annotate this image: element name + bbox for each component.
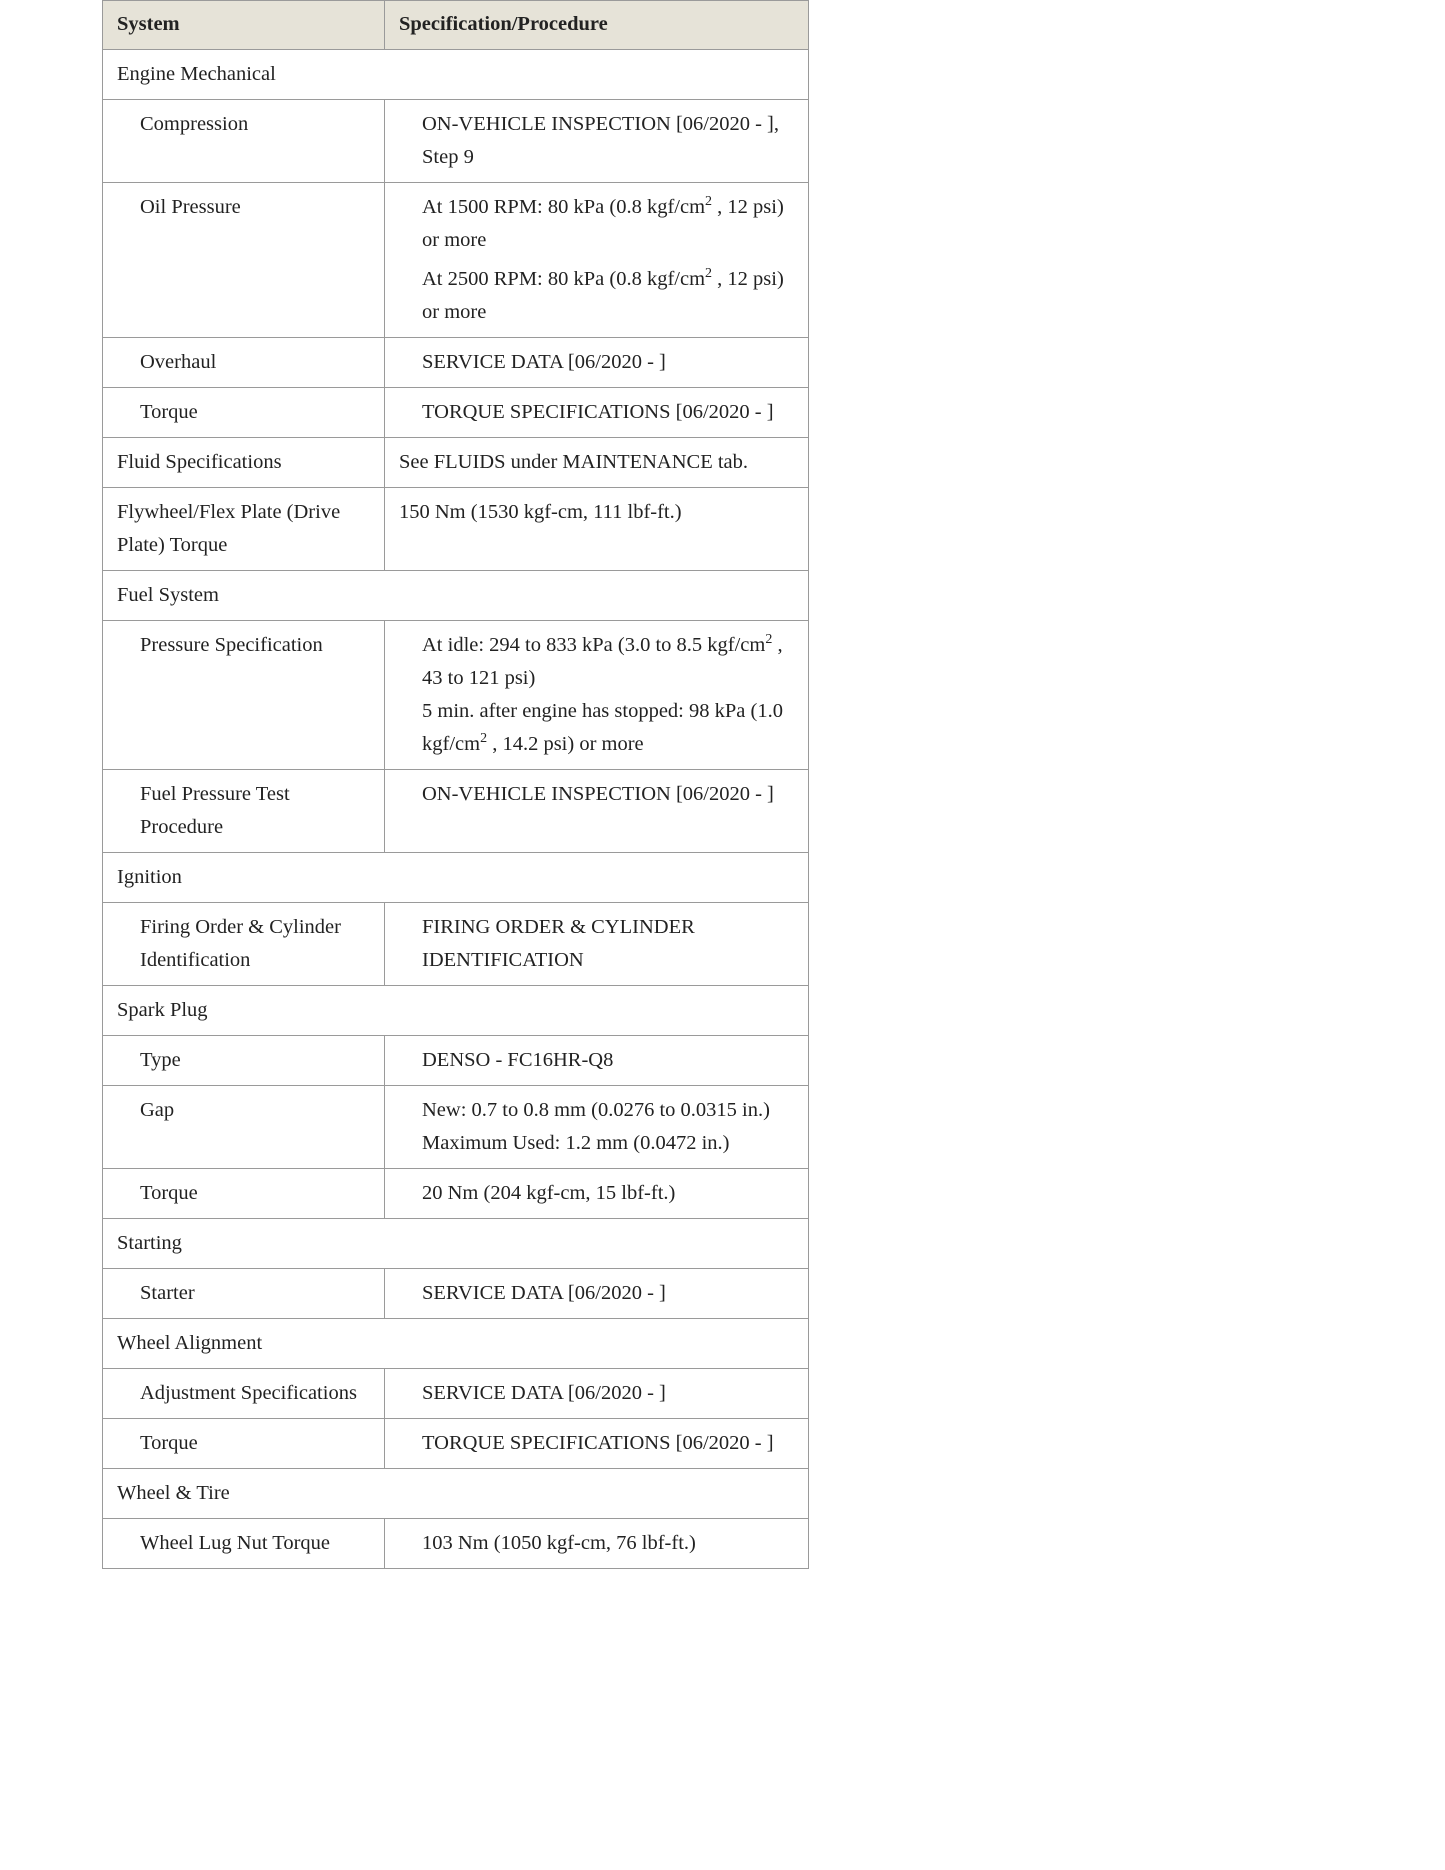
specification-line: ON-VEHICLE INSPECTION [06/2020 - ] — [422, 783, 774, 805]
table-row — [103, 388, 809, 438]
system-cell: Adjustment Specifications — [103, 1369, 385, 1419]
table-row — [103, 770, 809, 853]
group-label: Spark Plug — [103, 986, 809, 1036]
table-row — [103, 1086, 809, 1169]
system-cell: Starter — [103, 1269, 385, 1319]
group-label: Starting — [103, 1219, 809, 1269]
specification-cell — [385, 388, 809, 438]
specification-line: FIRING ORDER & CYLINDER IDENTIFICATION — [422, 916, 695, 971]
specification-line: See FLUIDS under MAINTENANCE tab. — [399, 451, 749, 473]
specification-line: New: 0.7 to 0.8 mm (0.0276 to 0.0315 in.) — [422, 1099, 770, 1121]
system-cell: Firing Order & Cylinder Identification — [103, 903, 385, 986]
specification-cell — [385, 1519, 809, 1569]
specification-cell — [385, 1269, 809, 1319]
table-row — [103, 183, 809, 338]
system-cell: Fuel Pressure Test Procedure — [103, 770, 385, 853]
system-cell: Pressure Specification — [103, 621, 385, 770]
text-part: , 12 psi) or more — [422, 268, 784, 323]
specification-cell — [385, 1036, 809, 1086]
superscript: 2 — [480, 731, 488, 746]
table-group-row — [103, 1469, 809, 1519]
specification-line — [422, 191, 794, 257]
superscript: 2 — [705, 266, 713, 281]
specification-line — [422, 629, 794, 695]
table-group-row — [103, 1319, 809, 1369]
specification-line: DENSO - FC16HR-Q8 — [422, 1049, 614, 1071]
specification-line — [422, 695, 794, 761]
specification-cell — [385, 1169, 809, 1219]
specification-cell — [385, 903, 809, 986]
specification-line: 150 Nm (1530 kgf-cm, 111 lbf-ft.) — [399, 501, 682, 523]
group-label: Fuel System — [103, 571, 809, 621]
table-row — [103, 488, 809, 571]
header-system: System — [103, 1, 385, 50]
specification-cell — [385, 1369, 809, 1419]
table-row — [103, 338, 809, 388]
specifications-table — [102, 0, 809, 1569]
system-cell: Oil Pressure — [103, 183, 385, 338]
group-label: Ignition — [103, 853, 809, 903]
specification-cell — [385, 100, 809, 183]
table-row — [103, 1419, 809, 1469]
specification-line: SERVICE DATA [06/2020 - ] — [422, 1282, 666, 1304]
specification-line — [422, 263, 794, 329]
table-group-row — [103, 1219, 809, 1269]
table-header-row — [103, 1, 809, 50]
system-cell: Torque — [103, 1169, 385, 1219]
text-part: At idle: 294 to 833 kPa (3.0 to 8.5 kgf/cm — [422, 634, 766, 656]
system-cell: Type — [103, 1036, 385, 1086]
table-row — [103, 903, 809, 986]
specification-line: SERVICE DATA [06/2020 - ] — [422, 1382, 666, 1404]
table-row — [103, 621, 809, 770]
specification-line: ON-VEHICLE INSPECTION [06/2020 - ], Step 9 — [422, 113, 779, 168]
specification-cell — [385, 770, 809, 853]
specification-cell — [385, 438, 809, 488]
table-row — [103, 1036, 809, 1086]
specification-line: TORQUE SPECIFICATIONS [06/2020 - ] — [422, 401, 774, 423]
specification-cell — [385, 183, 809, 338]
system-cell: Gap — [103, 1086, 385, 1169]
table-row — [103, 100, 809, 183]
text-part: , 12 psi) or more — [422, 196, 784, 251]
specification-line: 103 Nm (1050 kgf-cm, 76 lbf-ft.) — [422, 1532, 696, 1554]
specification-line: Maximum Used: 1.2 mm (0.0472 in.) — [422, 1132, 730, 1154]
table-row — [103, 1169, 809, 1219]
specification-cell — [385, 338, 809, 388]
table-row — [103, 1519, 809, 1569]
system-cell: Overhaul — [103, 338, 385, 388]
superscript: 2 — [765, 632, 773, 647]
table-group-row — [103, 986, 809, 1036]
table-body — [103, 50, 809, 1569]
system-cell: Compression — [103, 100, 385, 183]
table-group-row — [103, 853, 809, 903]
specification-line: TORQUE SPECIFICATIONS [06/2020 - ] — [422, 1432, 774, 1454]
table-group-row — [103, 571, 809, 621]
specification-cell — [385, 488, 809, 571]
system-cell: Torque — [103, 1419, 385, 1469]
table-row — [103, 1269, 809, 1319]
text-part: At 2500 RPM: 80 kPa (0.8 kgf/cm — [422, 268, 706, 290]
specification-line: SERVICE DATA [06/2020 - ] — [422, 351, 666, 373]
system-cell: Wheel Lug Nut Torque — [103, 1519, 385, 1569]
system-cell: Torque — [103, 388, 385, 438]
text-part: At 1500 RPM: 80 kPa (0.8 kgf/cm — [422, 196, 706, 218]
specification-cell — [385, 1086, 809, 1169]
specification-cell — [385, 1419, 809, 1469]
group-label: Wheel Alignment — [103, 1319, 809, 1369]
text-part: 5 min. after engine has stopped: 98 kPa (1.0 kgf/cm — [422, 700, 783, 755]
superscript: 2 — [705, 194, 713, 209]
table-row — [103, 438, 809, 488]
group-label: Wheel & Tire — [103, 1469, 809, 1519]
text-part: , 43 to 121 psi) — [422, 634, 783, 689]
text-part: , 14.2 psi) or more — [487, 733, 644, 755]
header-specification-procedure: Specification/Procedure — [385, 1, 809, 50]
system-cell: Flywheel/Flex Plate (Drive Plate) Torque — [103, 488, 385, 571]
system-cell: Fluid Specifications — [103, 438, 385, 488]
table-row — [103, 1369, 809, 1419]
specification-line: 20 Nm (204 kgf-cm, 15 lbf-ft.) — [422, 1182, 676, 1204]
group-label: Engine Mechanical — [103, 50, 809, 100]
table-group-row — [103, 50, 809, 100]
specification-cell — [385, 621, 809, 770]
